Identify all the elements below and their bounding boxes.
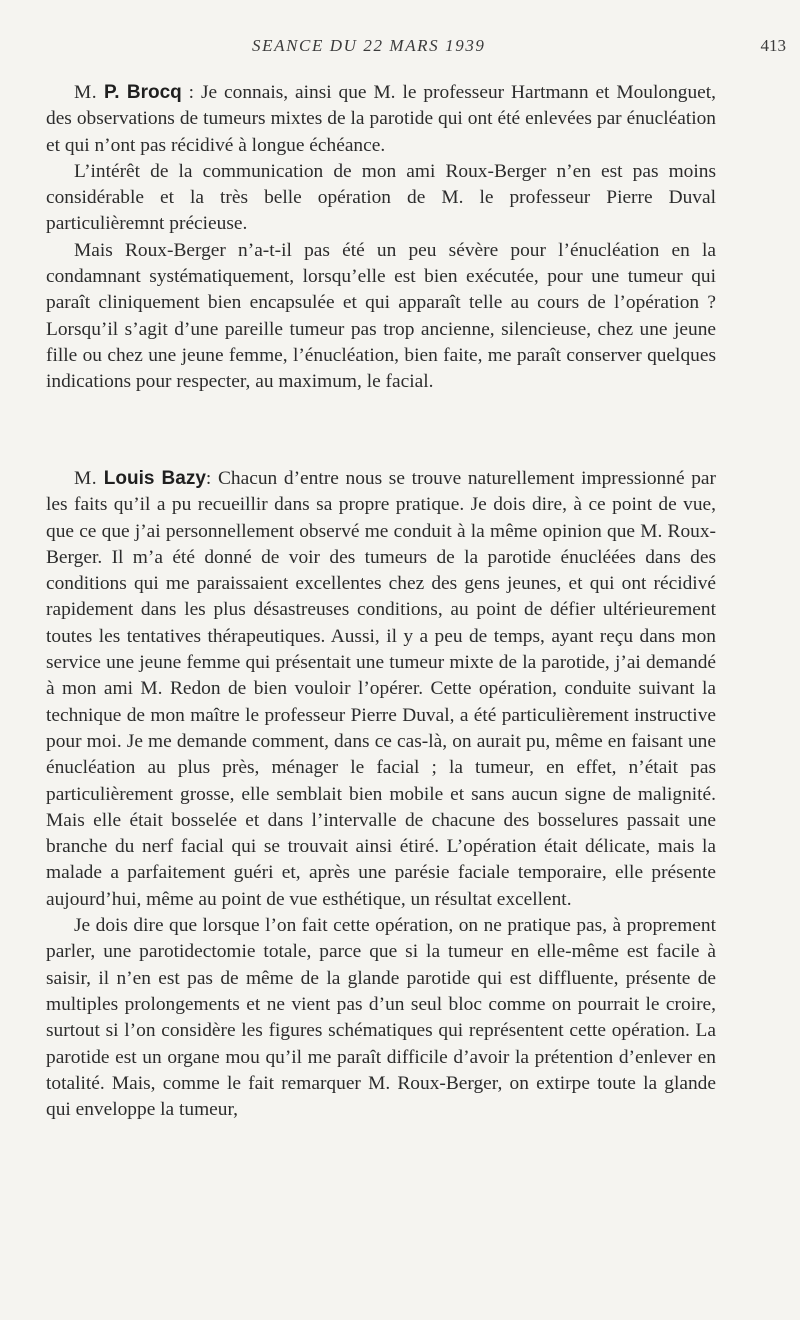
paragraph-text: : Chacun d’entre nous se trouve naturellement impressionné par les faits qu’il a pu recueillir dans sa propre pratique. Je dois dire, à ce point de vue, que ce que j’ai personnellement observé me conduit à la même opinion que M. Roux-Berger. Il m’a été donné de voir des tumeurs de la parotide énucléées dans des conditions qui me paraissaient excellentes chez des gens jeunes, et qui ont récidivé rapidement dans les plus désastreuses conditions, au point de défier ultérieurement toutes les tentatives thérapeutiques. Aussi, il y a peu de temps, ayant reçu dans mon service une jeune femme qui présentait une tumeur mixte de la parotide, j’ai demandé à mon ami M. Redon de bien vouloir l’opérer. Cette opération, conduite suivant la technique de mon maître le professeur Pierre Duval, a été particulièrement instructive pour moi. Je me demande comment, dans ce cas-là, on aurait pu, même en faisant une énucléation au plus près, ménager le facial ; la tumeur, en effet, n’était pas particulièrement grosse, elle semblait bien mobile et sans aucun signe de malignité. Mais elle était bosselée et dans l’intervalle de chacune des bosselures passait une branche du nerf facial qui se trouvait ainsi étiré. L’opération était délicate, mais la malade a parfaitement guéri et, après une parésie faciale temporaire, elle présente aujourd’hui, même au point de vue esthétique, un résultat excellent. (46, 468, 716, 910)
page-header (0, 36, 800, 58)
paragraph: Mais Roux-Berger n’a-t-il pas été un peu sévère pour l’énucléation en la condamnant systématiquement, lorsqu’elle est bien exécutée, pour une tumeur qui paraît cliniquement bien encapsulée et qui apparaît telle au cours de l’opération ? Lorsqu’il s’agit d’une pareille tumeur pas trop ancienne, silencieuse, chez une jeune fille ou chez une jeune femme, l’énucléation, bien faite, me paraît conserver quelques indications pour respecter, au maximum, le facial. (46, 239, 716, 393)
paragraph (46, 466, 716, 913)
speaker-title: M. (74, 468, 98, 489)
paragraph: Je dois dire que lorsque l’on fait cette opération, on ne pratique pas, à proprement parler, une parotidectomie totale, parce que si la tumeur en elle-même est facile à saisir, il n’en est pas de même de la glande parotide qui est diffluente, présente de multiples prolongements et ne vient pas d’un seul bloc comme on pourrait le croire, surtout si l’on considère les figures schématiques qui représentent cette opération. La parotide est un organe mou qu’il me paraît difficile d’avoir la prétention d’enlever en totalité. Mais, comme le fait remarquer M. Roux-Berger, on extirpe toute la glande qui enveloppe la tumeur, (46, 915, 716, 1121)
page-number: 413 (760, 36, 786, 55)
paragraph: L’intérêt de la communication de mon ami Roux-Berger n’en est pas moins considérable et la très belle opération de M. le professeur Pierre Duval particulièremnt précieuse. (46, 160, 716, 235)
paragraph (46, 80, 716, 159)
running-title: SEANCE DU 22 MARS 1939 (252, 36, 486, 55)
speaker-name: P. Brocq (104, 82, 182, 103)
speaker-name: Louis Bazy (103, 468, 206, 489)
intervention-bazy (46, 466, 716, 1123)
paragraph-text: : Je connais, ainsi que M. le professeur Hartmann et Moulonguet, des observations de tumeurs mixtes de la parotide qui ont été enlevées par énucléation et qui n’ont pas récidivé à longue échéance. (46, 82, 716, 156)
speaker-title: M. (74, 82, 98, 103)
intervention-brocq (46, 80, 716, 396)
